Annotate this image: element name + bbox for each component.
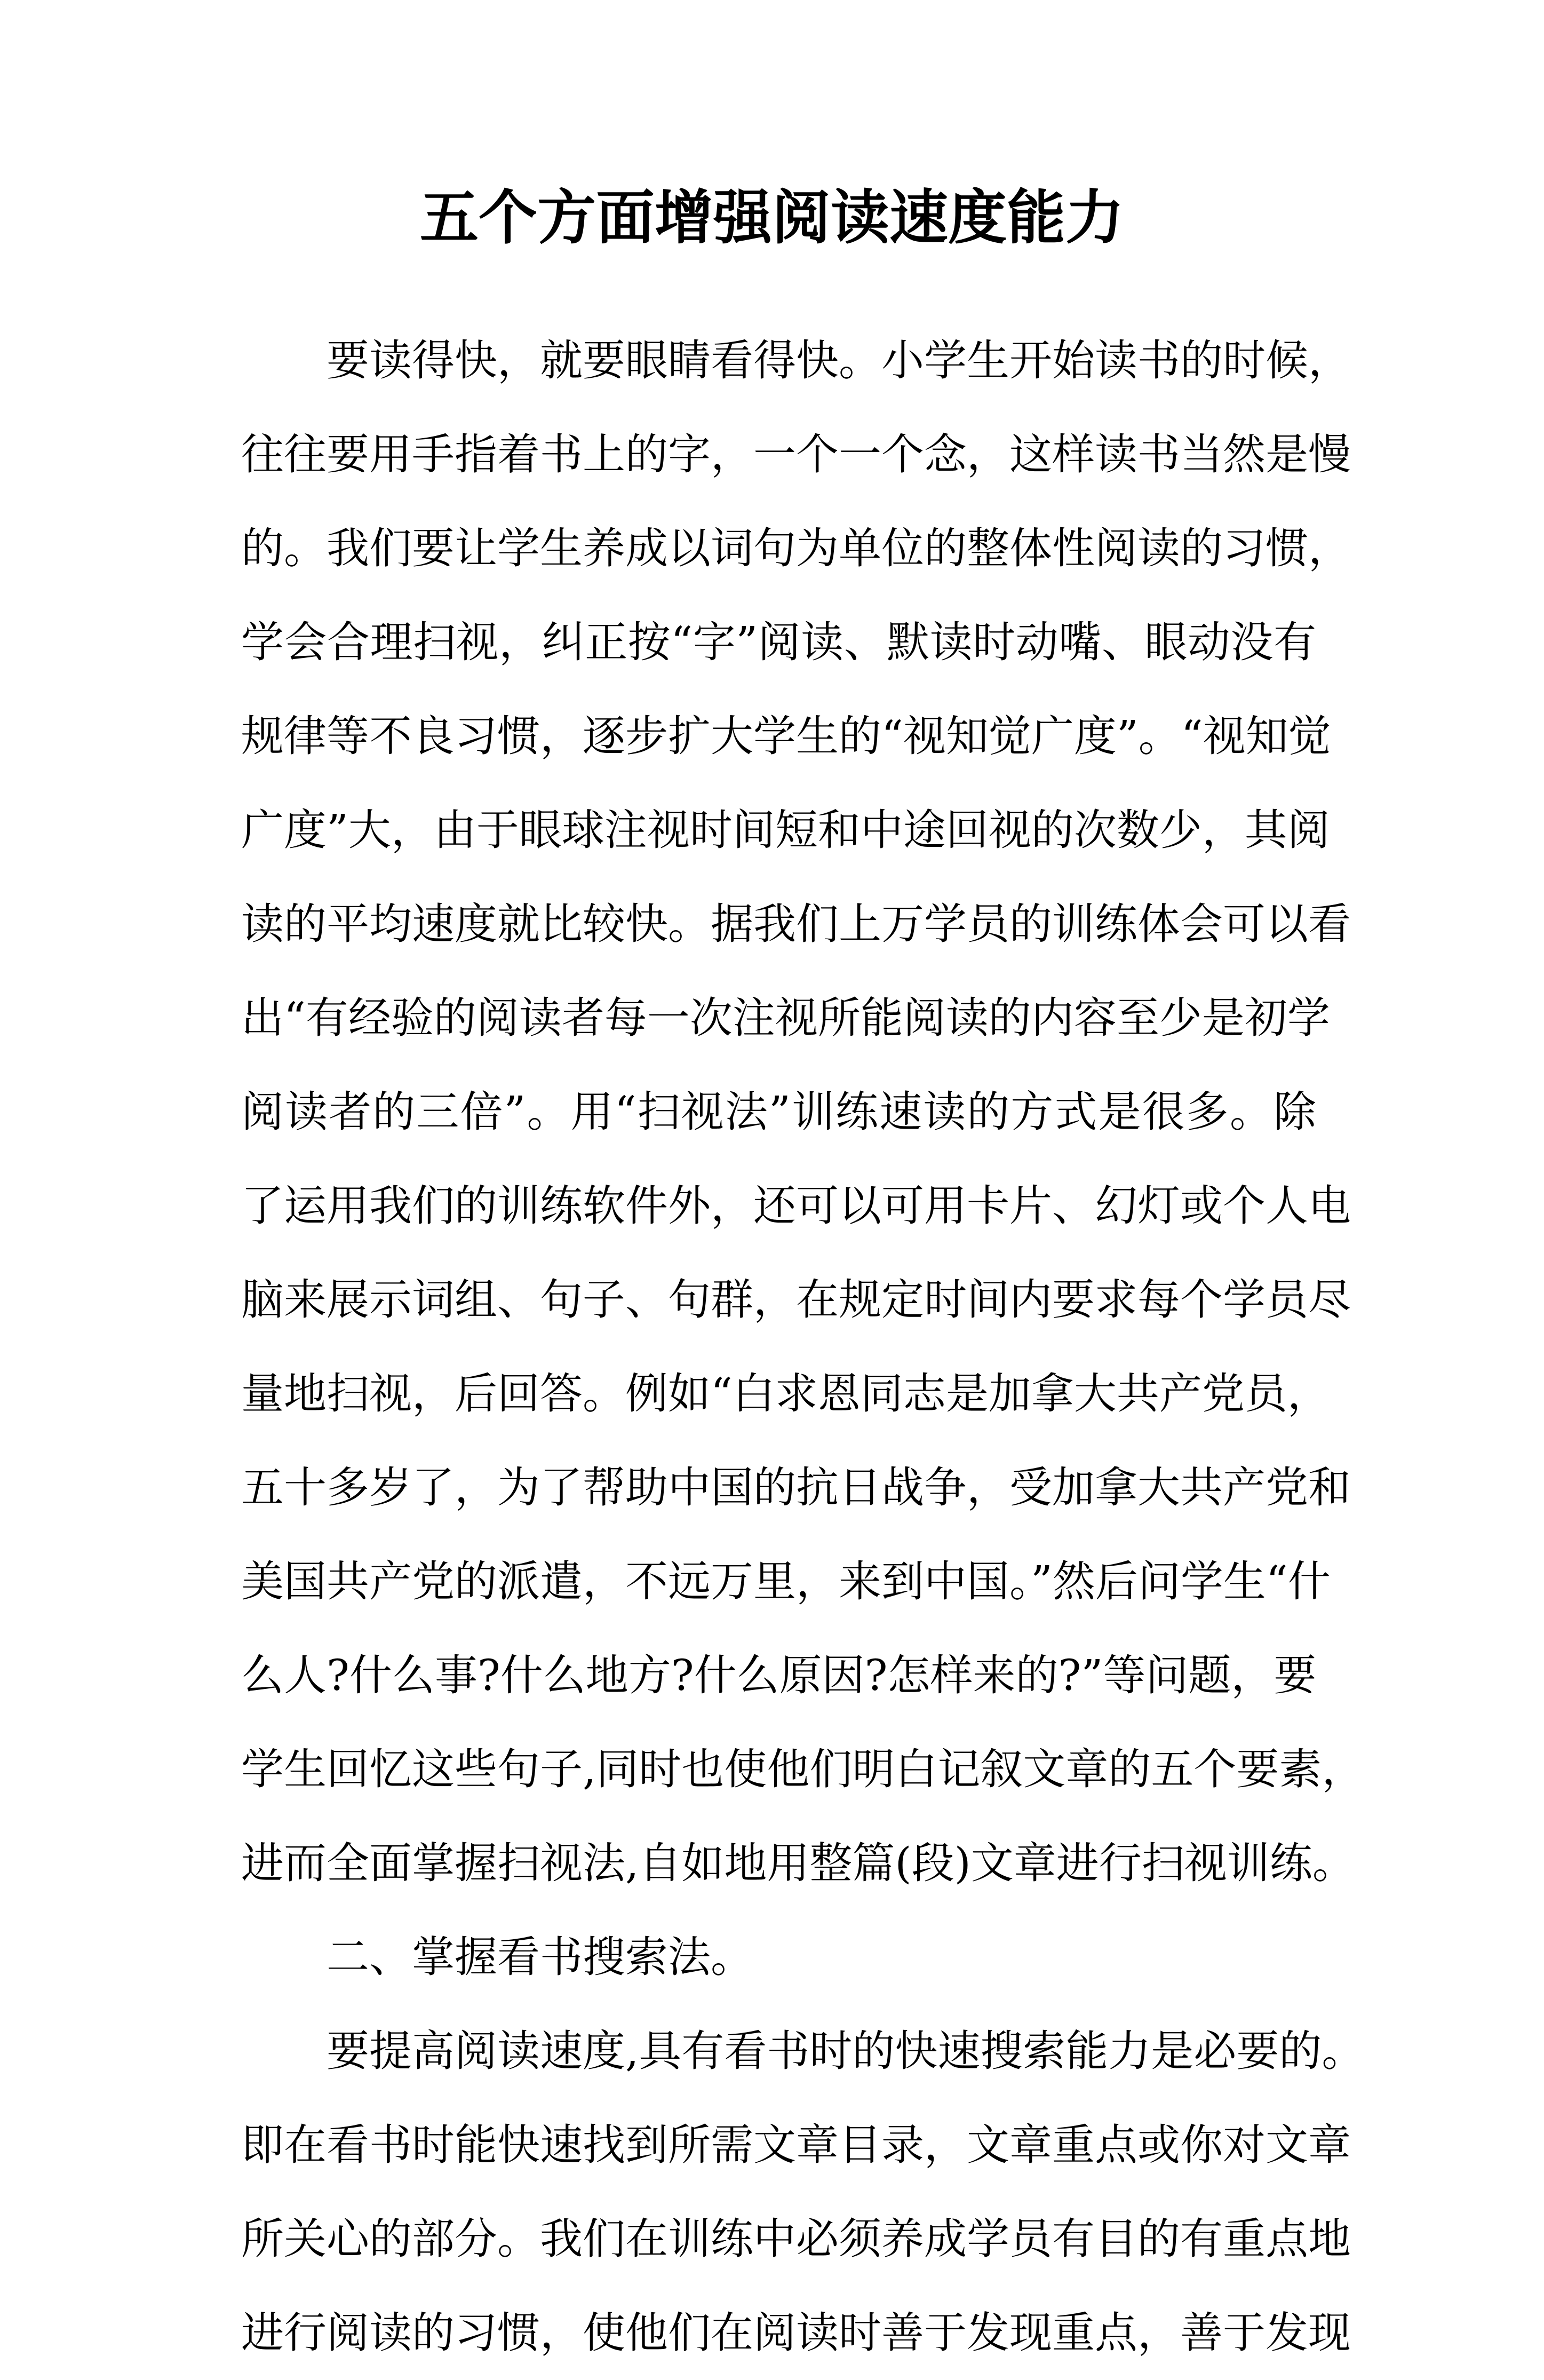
text-line: 读的平均速度就比较快。据我们上万学员的训练体会可以看 — [241, 899, 1351, 949]
text-line: 美国共产党的派遣，不远万里，来到中国。”然后问学生“什 — [241, 1557, 1331, 1606]
text-line: 所关心的部分。我们在训练中必须养成学员有目的有重点地 — [241, 2214, 1351, 2264]
text-line: 阅读者的三倍”。用“扫视法”训练速读的方式是很多。除 — [241, 1087, 1316, 1137]
text-line: 脑来展示词组、句子、句群，在规定时间内要求每个学员尽 — [241, 1275, 1351, 1324]
text-line: 学生回忆这些句子,同时也使他们明白记叙文章的五个要素， — [241, 1744, 1365, 1794]
text-line: 学会合理扫视，纠正按“字”阅读、默读时动嘴、眼动没有 — [241, 617, 1316, 667]
document-title: 五个方面增强阅读速度能力 — [420, 183, 1124, 252]
text-line: 么人?什么事?什么地方?什么原因?怎样来的?”等问题，要 — [241, 1651, 1317, 1700]
text-line: 广度”大，由于眼球注视时间短和中途回视的次数少，其阅 — [241, 805, 1330, 855]
text-line: 即在看书时能快速找到所需文章目录，文章重点或你对文章 — [241, 2120, 1351, 2170]
text-line: 五十多岁了，为了帮助中国的抗日战争，受加拿大共产党和 — [241, 1463, 1351, 1512]
document-body — [241, 314, 1365, 2380]
text-line: 进行阅读的习惯，使他们在阅读时善于发现重点，善于发现 — [241, 2308, 1351, 2358]
text-line: 要读得快，就要眼睛看得快。小学生开始读书的时候， — [327, 336, 1351, 385]
text-line: 进而全面掌握扫视法,自如地用整篇(段)文章进行扫视训练。 — [241, 1838, 1355, 1888]
text-line: 要提高阅读速度,具有看书时的快速搜索能力是必要的。 — [327, 2026, 1365, 2076]
section-heading: 二、掌握看书搜索法。 — [327, 1932, 753, 1982]
text-line: 出“有经验的阅读者每一次注视所能阅读的内容至少是初学 — [241, 993, 1330, 1043]
text-line: 往往要用手指着书上的字，一个一个念，这样读书当然是慢 — [241, 430, 1351, 479]
text-line: 的。我们要让学生养成以词句为单位的整体性阅读的习惯， — [241, 523, 1351, 573]
text-line: 量地扫视，后回答。例如“白求恩同志是加拿大共产党员， — [241, 1369, 1330, 1418]
text-line: 了运用我们的训练软件外，还可以可用卡片、幻灯或个人电 — [241, 1181, 1351, 1231]
text-line: 规律等不良习惯，逐步扩大学生的“视知觉广度”。“视知觉 — [241, 711, 1331, 761]
